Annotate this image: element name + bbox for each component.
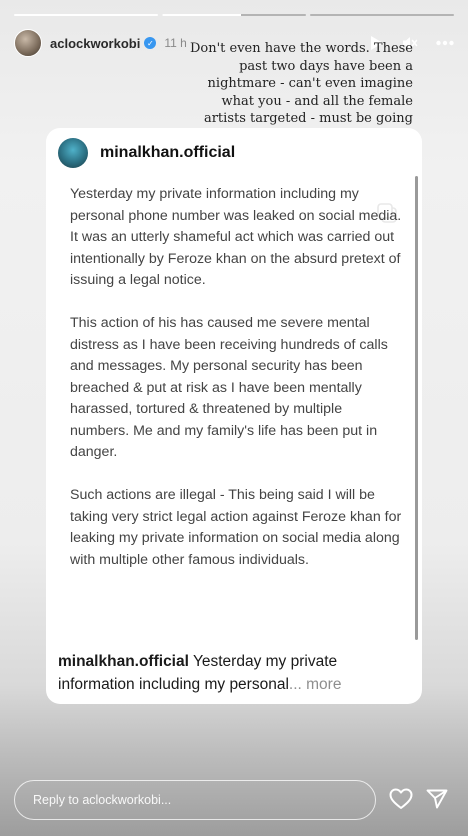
reply-input[interactable] [33, 793, 375, 807]
story-time: 11 h [164, 36, 187, 50]
progress-segment [310, 14, 454, 16]
heart-icon[interactable] [389, 788, 413, 815]
post-text [70, 184, 405, 593]
story-username[interactable]: aclockworkobi [50, 35, 141, 51]
story-progress [14, 14, 454, 16]
avatar[interactable] [14, 29, 42, 57]
post-caption [58, 650, 413, 696]
more-icon[interactable] [436, 40, 454, 46]
post-username[interactable]: minalkhan.official [100, 144, 236, 161]
post-paragraph: Yesterday my private information including my personal phone number was leaked on social media. It was an utterly shameful act which was carried out intentionally by Feroze khan on the absurd pretext of issuing a legal notice. [70, 186, 402, 288]
post-avatar[interactable] [58, 138, 88, 168]
progress-segment [14, 14, 158, 16]
story-caption: Don't even have the words. These past two days have been a nightmare - can't even imagine what you - and all the female artists targeted - must be going [189, 41, 413, 126]
shared-post-card[interactable] [46, 128, 422, 704]
post-paragraph: Such actions are illegal - This being said I will be taking very strict legal action against Feroze khan for leaking my private information on social media along with multiple other famous individuals. [70, 487, 402, 568]
progress-segment [162, 14, 306, 16]
post-caption-username[interactable]: minalkhan.official [58, 653, 189, 670]
verified-icon: ✓ [144, 37, 156, 49]
scrollbar[interactable] [415, 176, 418, 640]
post-paragraph: This action of his has caused me severe mental distress as I have been receiving hundreds of calls and messages. My personal security has been breached & put at risk as I have been mentally harassed, tortured & threatened by multiple numbers. Me and my family's life has been put in danger. [70, 315, 388, 460]
more-link[interactable]: ... more [288, 676, 342, 693]
post-header [58, 138, 235, 168]
reply-field[interactable] [14, 780, 376, 820]
send-icon[interactable] [426, 789, 448, 814]
post-caption-text: Yesterday my private information including my personal [58, 653, 338, 693]
